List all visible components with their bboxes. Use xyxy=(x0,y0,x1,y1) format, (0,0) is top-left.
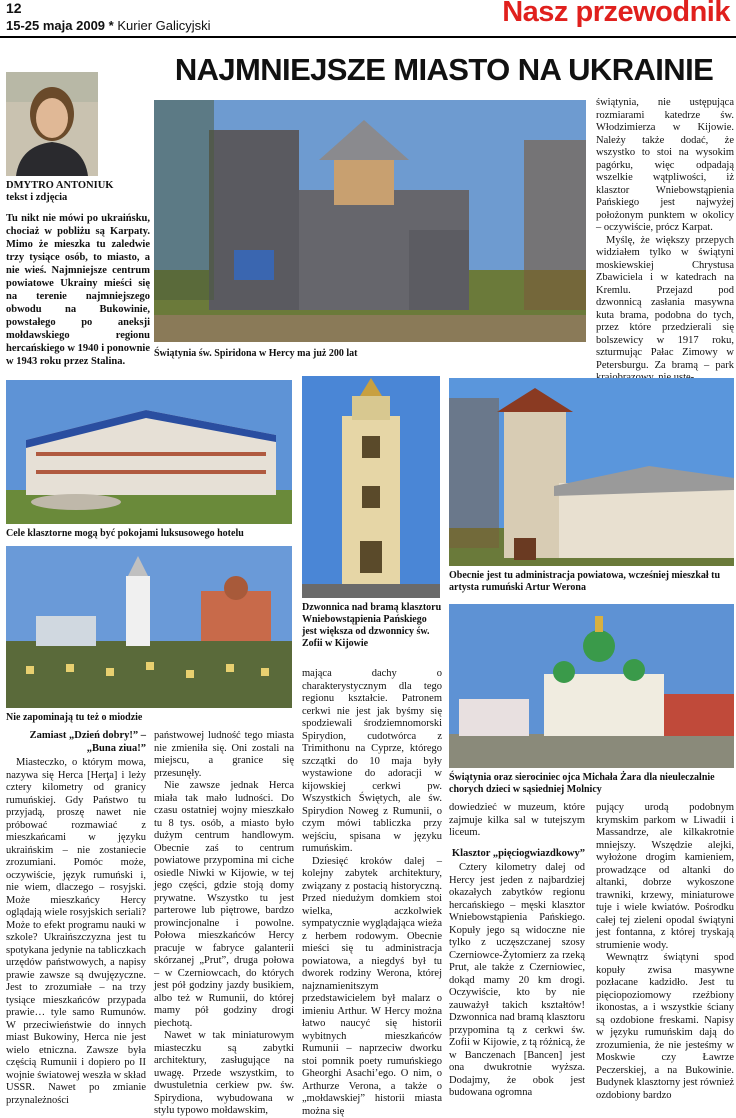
paragraph: dowiedzieć w muzeum, które zajmuje kilka sal w tutejszym liceum. xyxy=(449,802,585,840)
article-title: NAJMNIEJSZE MIASTO NA UKRAINIE xyxy=(156,52,732,88)
date-text: 15-25 maja 2009 xyxy=(6,18,105,33)
header-rule xyxy=(0,36,736,38)
column-4 xyxy=(449,802,585,1105)
paragraph: Nie zawsze jednak Herca miała tak mało ludności. Do czasu ostatniej wojny mieszkało tu 8 tys. osób, a miasto było dużym centrum handlowym. Obecnie zaś to centrum powiatowe przypomina mi ciche osiedle Niwki w Kijowie, w tej jego części, gdzie stoją domy prywatne. Wszystko tu jest parterowe lub piętrowe, bardzo prowincjonalne i powolne. Połowa mieszkańców Hercy pracuje w fabryce galanterii skórzanej „Prut”, druga połowa – w Czerniowcach, do których jest pół godziny jazdy busikiem, albo też w Rumunii, do której mamy pół godziny drogi piechotą. xyxy=(154,780,294,1030)
caption-orphanage: Świątynia oraz sierociniec ojca Michała Żara dla nieuleczalnie chorych dzieci w sąsiedniej Molnicy xyxy=(449,772,734,796)
paragraph: mająca dachy o charakterystycznym dla tego regionu kształcie. Patronem cerkwi nie jest jak byśmy się spodziewali środziemnomorski Spirydion, cudotwórca z Trimithonu na Cyprze, którego szczątki do 10 maja były wystawione do adoracji w kijowskiej cerkwi pw. Wszystkich Świętych, ale św. Spirydion Noweg z Rumunii, o czym mówi tabliczka przy wejściu, spisana w języku rumuńskim. xyxy=(302,668,442,856)
author-name: DMYTRO ANTONIUK xyxy=(6,180,148,192)
caption-admin-tower: Obecnie jest tu administracja powiatowa, wcześniej mieszkał tu artysta rumuński Artur Werona xyxy=(449,570,734,594)
paragraph: Dziesięć kroków dalej – kolejny zabytek architektury, związany z postacią historyczną. Przed niedużym domkiem stoi wielka, aczkolwiek sympatycznie wyglądająca wieża z herbem rodowym. Obecnie mieści się tu administracja powiatowa, a niegdyś był tu dworek rodziny Werona, której najznamienitszym przedstawicielem był malarz o imieniu Arthur. W Hercy można łatwo naucyć się historii wybitnych mieszkańców Rumunii – naprzeciw dworku stoi pomnik poety rumuńskiego Gheorghi Asachi’ego. O nim, o Arthurze Veronа, a także o „mołdawskiej” historii miasta można się xyxy=(302,856,442,1118)
paragraph: Myślę, że większy przepych widziałem tylko w świątyni moskiewskiej Chrystusa Zbawiciela i w katedrach na Kremlu. Przejazd pod dzwonnicą zasłania masywna kuta brama, podobna do tych, przez które przedzierali się bolszewicy w 1917 roku, szturmując Pałac Zimowy w Petersburgu. Za bramą – park xyxy=(596,235,734,385)
paragraph: pującу urodą podobnym krymskim parkom w Liwadii i Massandrze, ale kilkakrotnie mniejszy. Wszędzie alejki, wyłożone drogim kamieniem, prowadzące od altanki do altanki, dobrze wykoszone trawniki, krzewy, miniaturowe tuje i wiele kwiatów. Pośrodku całej tej zieleni opodal świątyni jest fontanna, z której tryskają strumienie wody. xyxy=(596,802,734,952)
publication-name: Kurier Galicyjski xyxy=(117,18,210,33)
column-2 xyxy=(154,730,294,1105)
caption-monastery: Cele klasztorne mogą być pokojami luksusowego hotelu xyxy=(6,528,296,540)
column-1 xyxy=(6,730,146,1105)
page-number: 12 xyxy=(6,0,22,16)
main-church-photo xyxy=(154,100,586,342)
beehives-photo xyxy=(6,546,292,708)
section-title: Nasz przewodnik xyxy=(502,0,730,29)
author-role: tekst i zdjęcia xyxy=(6,192,148,204)
date-separator: * xyxy=(109,18,114,33)
article-lead: Tu nikt nie mówi po ukraińsku, chociaż w pobliżu są Karpaty. Mimo że mieszka tu zaledwie trzy tysiące osób, to miasto, a nie wieś. Najmniejsze centrum powiatowe Ukrainy mieści się na terenie najmniejszego obwodu na Bukowinie, powstałego po aneksji mołdawskiego regionu hercańskiego w 1940 i ponownie w 1943 roku przez Stalina. xyxy=(6,212,150,368)
column-5 xyxy=(596,802,734,1105)
subheading-monastery: Klasztor „pięciogwiazdkowy” xyxy=(449,848,585,861)
admin-tower-photo xyxy=(449,378,734,566)
paragraph: Cztery kilometry dalej od Hercy jest jeden z najbardziej okazałych zabytków regionu hercańskiego – męski klasztor Wniebowstąpienia Pańskiego. Kopuły jego są widoczne nie tylko z uczęszczanej szosy Czerniowce-Żytomierz za rzeką Prut, ale także z Czerniowiec, dokąd mamy 20 km drogi. Oczywiście, kto by nie zauważył takich kształtów! Dzwonnica nad bramą klasztoru przypomina tą z cerkwi św. Zofii w Kijowie, z tą różnicą, że w Banczenach [Bancen] jest ona dwukrotnie wyższa. Dodajmy, że obok jest budowana ogromna xyxy=(449,862,585,1100)
subheading-greeting: Zamiast „Dzień dobry!” – „Buna ziua!” xyxy=(6,730,146,755)
caption-main-church: Świątynia św. Spiridona w Hercy ma już 200 lat xyxy=(154,348,586,360)
caption-belfry: Dzwonnica nad bramą klasztoru Wniebowstąpienia Pańskiego jest większa od dzwonnicy św. Zofii w Kijowie xyxy=(302,602,442,650)
paragraph: Miasteczko, o którym mowa, nazywa się Herca [Herţa] i leży cztery kilometry od granicy rumuńskiej. Gdy Państwo tu przyjadą, proszę nawet nie próbować rozmawiać z mieszkańcami w języku ukraińskim – nie zostaniecie zrozumiani. Pomóc może, oczywiście, język rumuński i, nie wiem, dlaczego – rosyjski. Może mieszkańcy Hercy oglądają wiele rosyjskich seriali? Może to efekt programu nauki w szkole? Ukraińszczyzna jest tu spotykana jedynie na tabliczkach urzędów państwowych, a napisy prawie zawsze są dwujęzyczne. Jest to zrozumiałe – na trzy tysiące mieszkańców przypada prawie… tyle samo Rumunów. W przeciwieństwie do innych miast Bukowiny, Herca nie jest wielo etniczna. Zawsze była częścią Rumunii i dopiero po II wojnie światowej weszła w skład USSR. Nawet po zmianie przynależności xyxy=(6,757,146,1107)
belfry-photo xyxy=(302,376,440,598)
issue-date xyxy=(6,18,211,33)
column-top-right xyxy=(596,97,734,371)
paragraph: świątynia, nie ustępująca rozmiarami katedrze św. Włodzimierza w Kijowie. Należy także dodać, że wszystko to stoi na wysokim pagórku, więc odpadają wszelkie wątpliwości, iż klasztor Wniebowstąpienia Pańskiego jest najwyżej położonym punktem w okolicy – oczywiście, prócz Karpat. xyxy=(596,97,734,235)
paragraph: państwowej ludność tego miasta nie zmieniła się. Oni zostali na miejscu, a granice się przesunęły. xyxy=(154,730,294,780)
author-credit xyxy=(6,180,148,204)
column-3 xyxy=(302,668,442,1105)
author-photo xyxy=(6,72,98,176)
paragraph: Nawet w tak miniaturowym miasteczku są zabytki architektury, zasługujące na uwagę. Przede wszystkim, to dwustuletnia cerkiew pw. św. Spirydiona, wybudowana w stylu typowo mołdawskim, xyxy=(154,1030,294,1118)
orphanage-photo xyxy=(449,604,734,768)
caption-beehives: Nie zapominają tu też o miodzie xyxy=(6,712,296,724)
paragraph: Wewnątrz świątyni spod kopuły zwisa masywne pozłacane kadzidło. Jest tu pięciopoziomowy rzeźbiony ikonostas, a i wszystkie ściany są ozdobione freskami. Napisy w języku rumuńskim dają do zrozumienia, że nie jesteśmy w Moskwie czy Ławrze Peczerskiej, a na Bukowinie. Budynek klasztorny jest również ozdobiony bardzo xyxy=(596,952,734,1102)
monastery-photo xyxy=(6,380,292,524)
